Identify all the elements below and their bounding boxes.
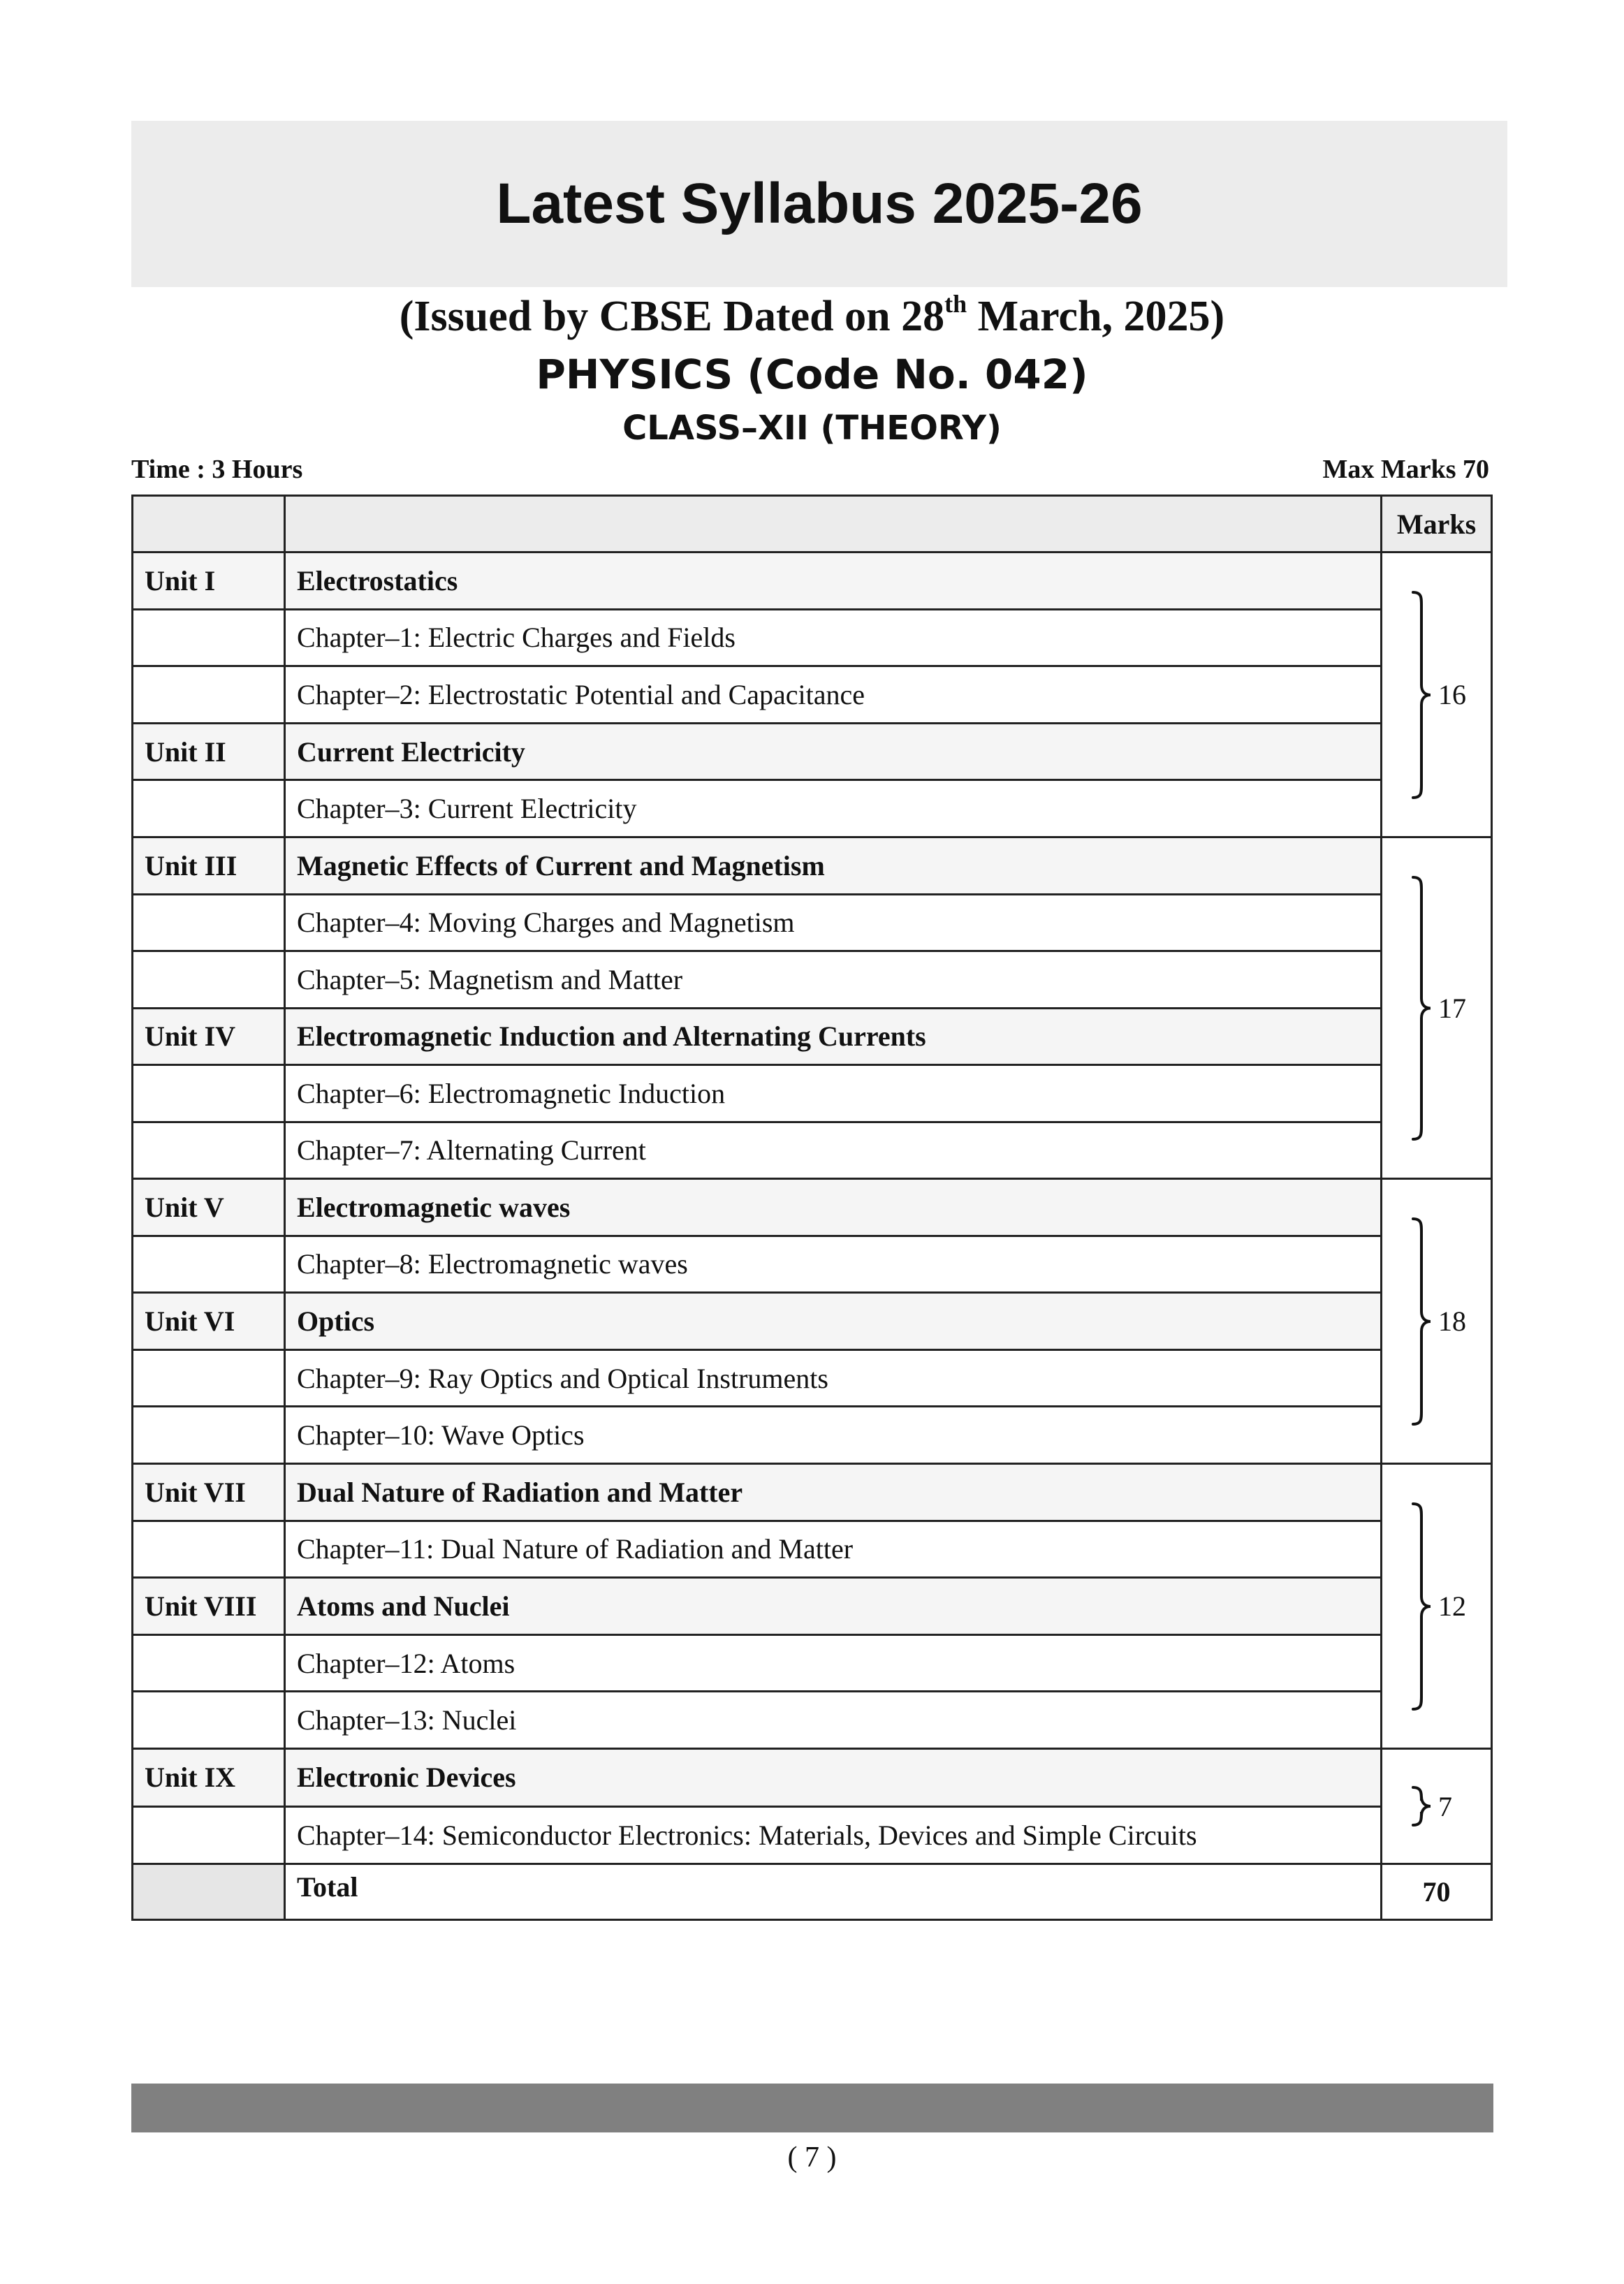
curly-brace-icon [1410, 1502, 1433, 1711]
chapter-title: Chapter–10: Wave Optics [285, 1407, 1382, 1464]
total-label: Total [285, 1864, 1382, 1920]
marks-brace-group [1382, 838, 1491, 1178]
issued-line [0, 292, 1624, 342]
curly-brace-icon [1410, 590, 1433, 800]
unit-cell [133, 609, 285, 666]
chapter-title: Chapter–7: Alternating Current [285, 1122, 1382, 1179]
unit-cell [133, 1349, 285, 1407]
unit-cell [133, 1065, 285, 1122]
unit-cell: Unit II [133, 723, 285, 780]
table-row [133, 837, 1492, 895]
page-number: ( 7 ) [787, 2142, 837, 2174]
unit-cell: Unit VIII [133, 1578, 285, 1635]
issued-prefix: (Issued by CBSE Dated on 28 [399, 293, 945, 340]
chapter-title: Chapter–13: Nuclei [285, 1692, 1382, 1749]
unit-title: Electromagnetic Induction and Alternating Currents [285, 1008, 1382, 1065]
marks-cell [1382, 1179, 1492, 1464]
chapter-title: Chapter–2: Electrostatic Potential and Capacitance [285, 666, 1382, 724]
unit-title: Electromagnetic waves [285, 1179, 1382, 1236]
page-title: Latest Syllabus 2025-26 [496, 172, 1143, 235]
chapter-title: Chapter–8: Electromagnetic waves [285, 1236, 1382, 1293]
marks-value: 7 [1438, 1790, 1452, 1822]
marks-value: 17 [1438, 992, 1466, 1024]
table-row [133, 609, 1492, 666]
unit-cell [133, 666, 285, 724]
table-row [133, 1464, 1492, 1521]
unit-title: Optics [285, 1293, 1382, 1350]
table-row [133, 1293, 1492, 1350]
table-row [133, 780, 1492, 837]
unit-cell: Unit VII [133, 1464, 285, 1521]
table-row [133, 723, 1492, 780]
title-band [131, 121, 1507, 287]
curly-brace-icon [1410, 1785, 1433, 1827]
unit-cell: Unit III [133, 837, 285, 895]
table-row [133, 1578, 1492, 1635]
table-row [133, 1122, 1492, 1179]
subject-title: PHYSICS (Code No. 042) [536, 351, 1088, 398]
unit-title: Atoms and Nuclei [285, 1578, 1382, 1635]
unit-title: Electronic Devices [285, 1749, 1382, 1807]
marks-cell [1382, 837, 1492, 1179]
chapter-title: Chapter–3: Current Electricity [285, 780, 1382, 837]
chapter-title: Chapter–12: Atoms [285, 1634, 1382, 1692]
table-header-row [133, 496, 1492, 552]
issued-suffix: March, 2025) [967, 293, 1225, 340]
issued-superscript: th [944, 290, 967, 318]
curly-brace-icon [1410, 875, 1433, 1141]
marks-brace-group [1382, 1180, 1491, 1463]
max-marks-label: Max Marks 70 [1322, 455, 1489, 484]
marks-cell [1382, 552, 1492, 837]
table-row [133, 1236, 1492, 1293]
table-row [133, 894, 1492, 951]
table-row [133, 1407, 1492, 1464]
table-body [133, 552, 1492, 1920]
chapter-title: Chapter–14: Semiconductor Electronics: Materials, Devices and Simple Circuits [285, 1806, 1382, 1864]
syllabus-table [131, 495, 1493, 1921]
chapter-title: Chapter–5: Magnetism and Matter [285, 951, 1382, 1009]
unit-cell: Unit I [133, 552, 285, 610]
unit-title: Dual Nature of Radiation and Matter [285, 1464, 1382, 1521]
unit-cell [133, 951, 285, 1009]
unit-cell: Unit IX [133, 1749, 285, 1807]
unit-cell [133, 1806, 285, 1864]
unit-cell [133, 1122, 285, 1179]
unit-cell: Unit V [133, 1179, 285, 1236]
table-row [133, 1008, 1492, 1065]
marks-value: 12 [1438, 1590, 1466, 1622]
marks-brace-group [1382, 1750, 1491, 1863]
chapter-title: Chapter–1: Electric Charges and Fields [285, 609, 1382, 666]
chapter-title: Chapter–11: Dual Nature of Radiation and Matter [285, 1521, 1382, 1578]
table-row [133, 1521, 1492, 1578]
unit-cell [133, 1236, 285, 1293]
marks-cell [1382, 1749, 1492, 1864]
chapter-title: Chapter–9: Ray Optics and Optical Instruments [285, 1349, 1382, 1407]
table-row [133, 1806, 1492, 1864]
unit-cell [133, 1407, 285, 1464]
unit-cell [133, 1634, 285, 1692]
total-row [133, 1864, 1492, 1920]
class-title: CLASS–XII (THEORY) [622, 409, 1002, 448]
marks-cell [1382, 1464, 1492, 1749]
marks-header: Marks [1382, 496, 1492, 552]
table-row [133, 666, 1492, 724]
header-topic-cell [285, 496, 1382, 552]
table-row [133, 552, 1492, 610]
unit-cell: Unit VI [133, 1293, 285, 1350]
table-row [133, 1692, 1492, 1749]
unit-cell [133, 1521, 285, 1578]
table-row [133, 1179, 1492, 1236]
unit-title: Electrostatics [285, 552, 1382, 610]
chapter-title: Chapter–4: Moving Charges and Magnetism [285, 894, 1382, 951]
total-value: 70 [1382, 1864, 1492, 1920]
table-row [133, 1349, 1492, 1407]
total-blank-cell [133, 1864, 285, 1920]
table-row [133, 1634, 1492, 1692]
unit-cell [133, 780, 285, 837]
footer-bar [131, 2084, 1493, 2132]
marks-value: 16 [1438, 679, 1466, 710]
marks-brace-group [1382, 553, 1491, 836]
unit-title: Current Electricity [285, 723, 1382, 780]
marks-brace-group [1382, 1465, 1491, 1748]
header-unit-cell [133, 496, 285, 552]
marks-value: 18 [1438, 1305, 1466, 1337]
unit-title: Magnetic Effects of Current and Magnetism [285, 837, 1382, 895]
table-row [133, 1065, 1492, 1122]
table-row [133, 951, 1492, 1009]
chapter-title: Chapter–6: Electromagnetic Induction [285, 1065, 1382, 1122]
unit-cell [133, 1692, 285, 1749]
unit-cell: Unit IV [133, 1008, 285, 1065]
time-label: Time : 3 Hours [131, 455, 303, 484]
curly-brace-icon [1410, 1217, 1433, 1426]
unit-cell [133, 894, 285, 951]
table-row [133, 1749, 1492, 1807]
